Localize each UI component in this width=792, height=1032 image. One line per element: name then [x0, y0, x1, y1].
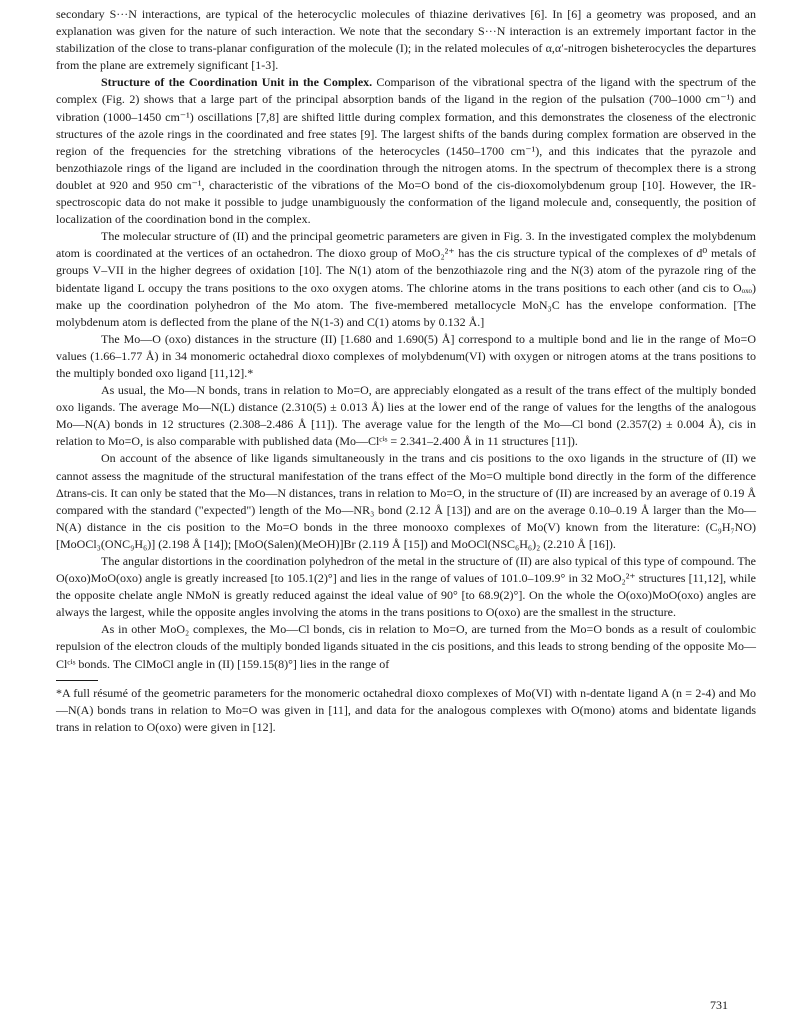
paragraph-2	[56, 74, 756, 228]
paragraph-7: The angular distortions in the coordination polyhedron of the metal in the structure of (II) are also typical of this type of compound. The O(oxo)MoO(oxo) angle is greatly increased [to 105.1(2)°] and lies in the range of values of 101.0–109.9° in 32 MoO₂²⁺ structures [11,12], while the opposite chelate angle NMoN is greatly reduced against the ideal value of 90° [to 68.9(2)°]. On the whole the O(oxo)MoO(oxo) angles are always the largest, while the opposite angles involving the atoms in the trans positions to O(oxo) are the smallest in the structure.	[56, 554, 756, 620]
section-heading-coordination-unit: Structure of the Coordination Unit in the Complex.	[101, 75, 373, 90]
paragraph-6: On account of the absence of like ligands simultaneously in the trans and cis positions to the oxo ligands in the structure of (II) we cannot assess the magnitude of the structural manifestation of the trans effect of the Mo=O multiple bond directly in the form of the difference Δtrans-cis. It can only be stated that the Mo—N distances, trans in relation to Mo=O, in the structure of (II) are increased by an average of 0.19 Å compared with the standard ("expected") length of the Mo—NR₃ bond (2.12 Å [13]) and are on the average 0.10–0.19 Å larger than the Mo—N(A) distance in the cis position to the Mo=O bonds in the three monooxo complexes of Mo(V) known from the literature: (C₉H₇NO)[MoOCl₃(ONC₉H₆)] (2.198 Å [14]); [MoO(Salen)(MeOH)]Br (2.119 Å [15]) and MoOCl(NSC₆H₆)₂ (2.210 Å [16]).	[56, 451, 756, 551]
article-body	[56, 6, 756, 736]
paragraph-1: secondary S···N interactions, are typical of the heterocyclic molecules of thiazine derivatives [6]. In [6] a geometry was proposed, and an explanation was given for the nature of such interaction. We note that the secondary S···N interaction is an extremely important factor in the stabilization of the close to trans-planar configuration of the molecule (I); in the related molecules of α,α′-nitrogen bisheterocycles the departures from the plane are extremely significant [1-3].	[56, 7, 756, 73]
paragraph-3: The molecular structure of (II) and the principal geometric parameters are given in Fig. 3. In the investigated complex the molybdenum atom is coordinated at the vertices of an octahedron. The dioxo group of MoO₂²⁺ has the cis structure typical of the complexes of d⁰ metals of groups V–VII in the higher degrees of oxidation [10]. The N(1) atom of the benzothiazole ring and the N(3) atom of the pyrazole ring of the bidentate ligand L occupy the trans positions to the oxo oxygen atoms. The chlorine atoms in the trans positions to each other (and cis to Oₒₓₒ) make up the coordination polyhedron of the Mo atom. The five-membered metallocycle MoN₃C has the envelope conformation. [The molybdenum atom is deflected from the plane of the N(1-3) and C(1) atoms by 0.132 Å.]	[56, 229, 757, 329]
paragraph-2-text: Comparison of the vibrational spectra of the ligand with the spectrum of the complex (Fig. 2) shows that a large part of the principal absorption bands of the ligand in the region of the pulsation (700–1000 cm⁻¹) and vibration (1000–1450 cm⁻¹) oscillations [7,8] are shifted little during complex formation, and this demonstrates the closeness of the electronic structures of the azole rings in the coordinated and free states [9]. The largest shifts of the bands during complex formation are observed in the region of the frequencies for the stretching vibrations of the heterocycles (1450–1700 cm⁻¹), and this indicates that the pyrazole and benzothiazole rings of the ligand are included in the coordination through the nitrogen atoms. In the spectrum of thecomplex there is a strong doublet at 920 and 950 cm⁻¹, characteristic of the vibrations of the Mo=O bond of the cis-dioxomolybdenum group [10]. However, the IR-spectroscopic data do not make it possible to judge unambiguously the conformation of the ligand molecule and, consequently, the position of localization of the coordination bond in the complex.	[56, 75, 756, 227]
footnote-divider	[56, 680, 98, 681]
page-number: 731	[710, 998, 728, 1012]
paragraph-5: As usual, the Mo—N bonds, trans in relation to Mo=O, are appreciably elongated as a result of the trans effect of the multiply bonded oxo ligands. The average Mo—N(L) distance (2.310(5) ± 0.013 Å) lies at the lower end of the range of values for the lengths of the analogous Mo—N(A) bonds in 12 structures (2.308–2.486 Å [11]). The average value for the length of the Mo—Cl bond (2.357(2) ± 0.004 Å), cis in relation to Mo=O, is also comparable with published data (Mo—Clᶜⁱˢ = 2.341–2.400 Å in 11 structures [11]).	[56, 383, 756, 449]
paragraph-8: As in other MoO₂ complexes, the Mo—Cl bonds, cis in relation to Mo=O, are turned from the Mo=O bonds as a result of coulombic repulsion of the electron clouds of the multiply bonded ligands situated in the cis positions, and this leads to strong bending of the opposite Mo—Clᶜⁱˢ bonds. The ClMoCl angle in (II) [159.15(8)°] lies in the range of	[56, 622, 756, 671]
footnote: *A full résumé of the geometric parameters for the monomeric octahedral dioxo complexes of Mo(VI) with n-dentate ligand A (n = 2-4) and Mo—N(A) bonds trans in relation to Mo=O was given in [11], and data for the analogous complexes with O(mono) atoms and bidentate ligands trans in relation to O(oxo) were given in [12].	[56, 685, 756, 734]
paragraph-4: The Mo—O (oxo) distances in the structure (II) [1.680 and 1.690(5) Å] correspond to a multiple bond and lie in the range of Mo=O values (1.66–1.77 Å) in 34 monomeric octahedral dioxo complexes of molybdenum(VI) with oxygen or nitrogen atoms at the trans positions to the multiply bonded oxo ligand [11,12].*	[56, 331, 756, 380]
